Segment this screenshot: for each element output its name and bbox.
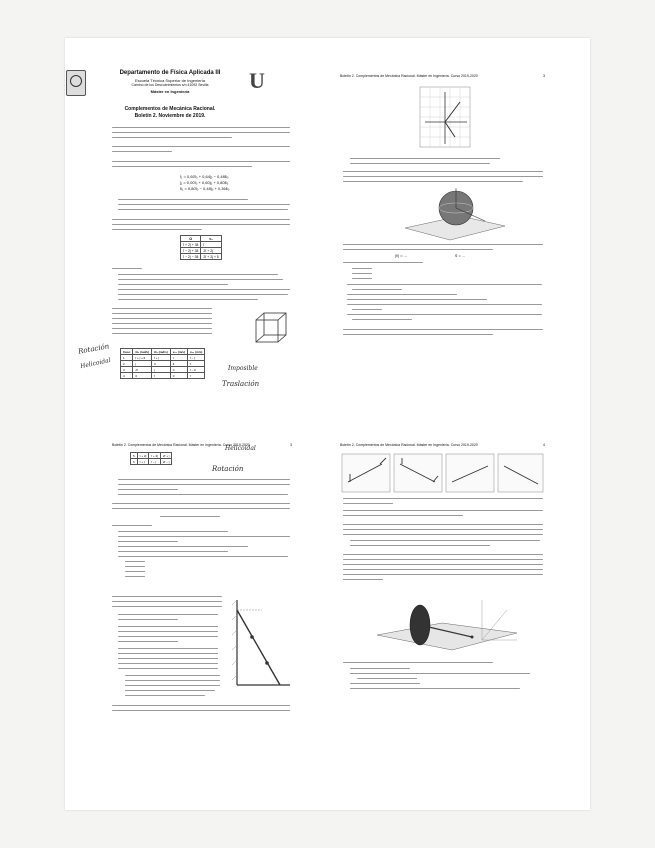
handwritten-helicoidal: Helicoidal — [79, 356, 112, 371]
handwritten-traslacion: Traslación — [222, 380, 260, 388]
table-cell: k̃ — [170, 361, 187, 367]
equation-2: ĵ₁ = 0,00ĩ₀ + 0,60ĵ₀ + 0,80k̃₀ — [180, 180, 229, 185]
handwritten-rotacion: Rotación — [77, 342, 110, 356]
table-cell: 4 — [121, 373, 133, 379]
document-title: Complementos de Mecánica Racional. — [124, 106, 216, 112]
table-header: v₀ — [201, 236, 221, 242]
table-cell: ĩ − ĵ — [188, 355, 205, 361]
page3-header: Boletín 2. Complementos de Mecánica Racional. Máster en Ingeniería. Curso 2019-2020 — [112, 443, 250, 447]
table-cell: 0 — [133, 373, 152, 379]
table-cell: ĩ − ĵ — [149, 459, 161, 465]
four-panel-figure — [340, 452, 545, 494]
cases-table-continued — [130, 452, 172, 465]
table-header: v₀₁ (m/s) — [170, 349, 187, 355]
page3-number: 3 — [290, 443, 292, 447]
table-cell: ĩ − 2ĵ − 3k̃ — [181, 254, 201, 260]
table-cell: ĩ — [188, 373, 205, 379]
university-logo — [66, 70, 86, 96]
handwritten-imposible: Imposible — [228, 365, 258, 372]
sphere-plane-figure — [400, 186, 510, 241]
school-address: Camino de los Descubrimientos s/n 41092 Sevilla — [131, 83, 209, 87]
table-header: Ω — [181, 236, 201, 242]
page2-number: 3 — [543, 74, 545, 78]
table-cell: 2ĩ − ĵ — [160, 459, 172, 465]
omega-velocity-table — [180, 235, 222, 260]
table-cell: 2ĩ — [133, 367, 152, 373]
school-name: Escuela Técnica Superior de Ingeniería — [135, 78, 205, 83]
program-name: Máster en Ingeniería — [150, 89, 190, 94]
table-cell: 5 — [131, 453, 138, 459]
page4-number: 4 — [543, 443, 545, 447]
table-cell: 2 — [121, 361, 133, 367]
table-cell: ĩ + ĵ + k̃ — [133, 355, 152, 361]
table-cell: 1 — [121, 355, 133, 361]
table-cell: 0 — [170, 373, 187, 379]
table-row — [131, 459, 172, 465]
table-cell: 2ĩ + ĵ — [160, 453, 172, 459]
disk-rod-figure — [372, 595, 522, 655]
table-header: v₀₂ (m/s) — [188, 349, 205, 355]
table-cell: ĩ — [201, 242, 221, 248]
equation-1: ĩ₁ = 0,60ĩ₀ + 0,64ĵ₀ − 0,48k̃₀ — [180, 174, 229, 179]
table-cell: 3 — [121, 367, 133, 373]
table-cell: 2ĩ + 2ĵ — [201, 248, 221, 254]
equation-3: k̃₁ = 0,80ĩ₀ − 0,48ĵ₀ + 0,36k̃₀ — [180, 186, 230, 191]
table-cell: ĩ + 2ĵ + 3k̃ — [181, 242, 201, 248]
table-header: Ω₂ (rad/s) — [133, 349, 152, 355]
table-cell: ĩ − k̃ — [188, 367, 205, 373]
graph-figure — [405, 82, 485, 157]
table-cell: 0 — [152, 361, 171, 367]
table-cell: ĩ + 3ĵ — [149, 453, 161, 459]
table-cell: ĵ — [152, 367, 171, 373]
handwritten-helicoidal-2: Helicoidal — [225, 445, 256, 452]
table-cell: ĩ — [170, 355, 187, 361]
table-cell: ĩ — [152, 373, 171, 379]
cube-figure — [248, 308, 293, 353]
page2-formula-2: v⃗ = ... — [455, 253, 466, 258]
page2-formula-1: |ṽ| = ... — [395, 253, 407, 258]
table-cell: 6 — [131, 459, 138, 465]
table-cell: ĩ + 2ĵ — [137, 453, 149, 459]
table-row — [121, 373, 205, 379]
table-row — [181, 254, 222, 260]
table-header: Caso — [121, 349, 133, 355]
us-logo: U — [249, 68, 265, 93]
handwritten-rotacion-2: Rotación — [212, 465, 244, 473]
table-cell: ĩ — [188, 361, 205, 367]
table-cell: ĩ + ĵ — [152, 355, 171, 361]
page2-header: Boletín 2. Complementos de Mecánica Racional. Máster en Ingeniería. Curso 2019-2020 — [340, 74, 478, 78]
table-header: Ω₁ (rad/s) — [152, 349, 171, 355]
table-cell: 0 — [170, 367, 187, 373]
table-cell: 2ĩ + 2ĵ + k̃ — [201, 254, 221, 260]
department-title: Departamento de Física Aplicada III — [119, 70, 221, 76]
cases-table — [120, 348, 205, 379]
ladder-wall-figure — [222, 595, 292, 695]
table-cell: ĩ − 2ĵ + 3k̃ — [181, 248, 201, 254]
page4-header: Boletín 2. Complementos de Mecánica Racional. Máster en Ingeniería. Curso 2019-2020 — [340, 443, 478, 447]
table-cell: ĵ — [133, 361, 152, 367]
document-subtitle: Boletín 2. Noviembre de 2019. — [134, 113, 206, 119]
table-cell: ĩ + ĵ — [137, 459, 149, 465]
